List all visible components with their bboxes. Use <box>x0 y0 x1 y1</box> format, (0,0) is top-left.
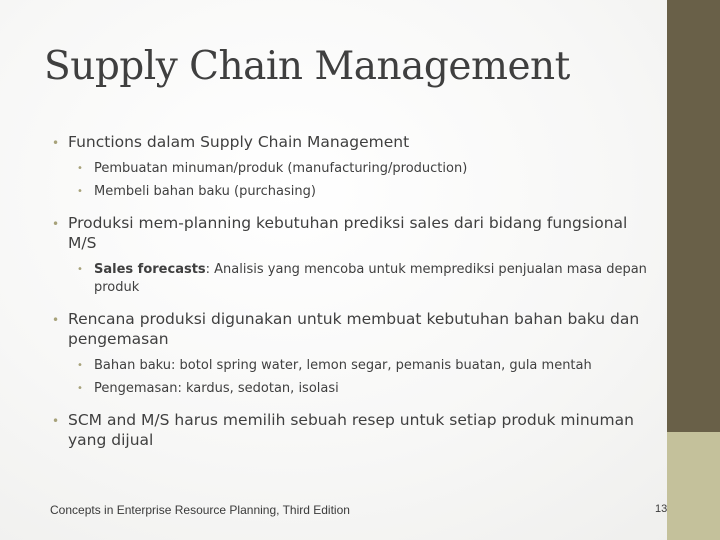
sub-bullet-3-1 <box>77 357 652 375</box>
slide-title: Supply Chain Management <box>44 44 570 89</box>
bullet-4 <box>52 410 652 450</box>
sub-bullet-2-1-text: : Analisis yang mencoba untuk memprediksi penjualan masa depan produk <box>94 262 647 295</box>
footer-text: Concepts in Enterprise Resource Planning, Third Edition <box>50 503 350 517</box>
sub-bullet-3-2-text: Pengemasan: kardus, sedotan, isolasi <box>94 381 339 396</box>
sub-bullet-1-1 <box>77 160 652 178</box>
bullet-2-text: Produksi mem-planning kebutuhan prediksi sales dari bidang fungsional M/S <box>68 214 628 252</box>
side-accent-block <box>667 432 720 540</box>
bullet-dot-icon: • <box>52 414 60 428</box>
bullet-4-text: SCM and M/S harus memilih sebuah resep untuk setiap produk minuman yang dijual <box>68 411 634 449</box>
bullet-dot-icon: • <box>77 360 83 371</box>
bullet-dot-icon: • <box>52 313 60 327</box>
bullet-dot-icon: • <box>77 163 83 174</box>
sub-bullet-1-2 <box>77 183 652 201</box>
bullet-dot-icon: • <box>77 264 83 275</box>
sub-bullet-3-2 <box>77 380 652 398</box>
sub-bullet-1-2-text: Membeli bahan baku (purchasing) <box>94 184 316 199</box>
sub-bullet-3-1-text: Bahan baku: botol spring water, lemon segar, pemanis buatan, gula mentah <box>94 358 592 373</box>
bullet-1 <box>52 132 652 152</box>
bullet-3-text: Rencana produksi digunakan untuk membuat kebutuhan bahan baku dan pengemasan <box>68 310 640 348</box>
slide-body <box>52 132 652 458</box>
bullet-1-text: Functions dalam Supply Chain Management <box>68 133 410 151</box>
bullet-dot-icon: • <box>52 136 60 150</box>
bullet-3 <box>52 309 652 349</box>
bullet-dot-icon: • <box>77 186 83 197</box>
page-number: 13 <box>655 503 668 515</box>
sub-bullet-2-1 <box>77 261 652 297</box>
bullet-dot-icon: • <box>77 383 83 394</box>
sub-bullet-2-1-term: Sales forecasts <box>94 262 206 277</box>
bullet-2 <box>52 213 652 253</box>
sub-bullet-1-1-text: Pembuatan minuman/produk (manufacturing/production) <box>94 161 468 176</box>
bullet-dot-icon: • <box>52 217 60 231</box>
